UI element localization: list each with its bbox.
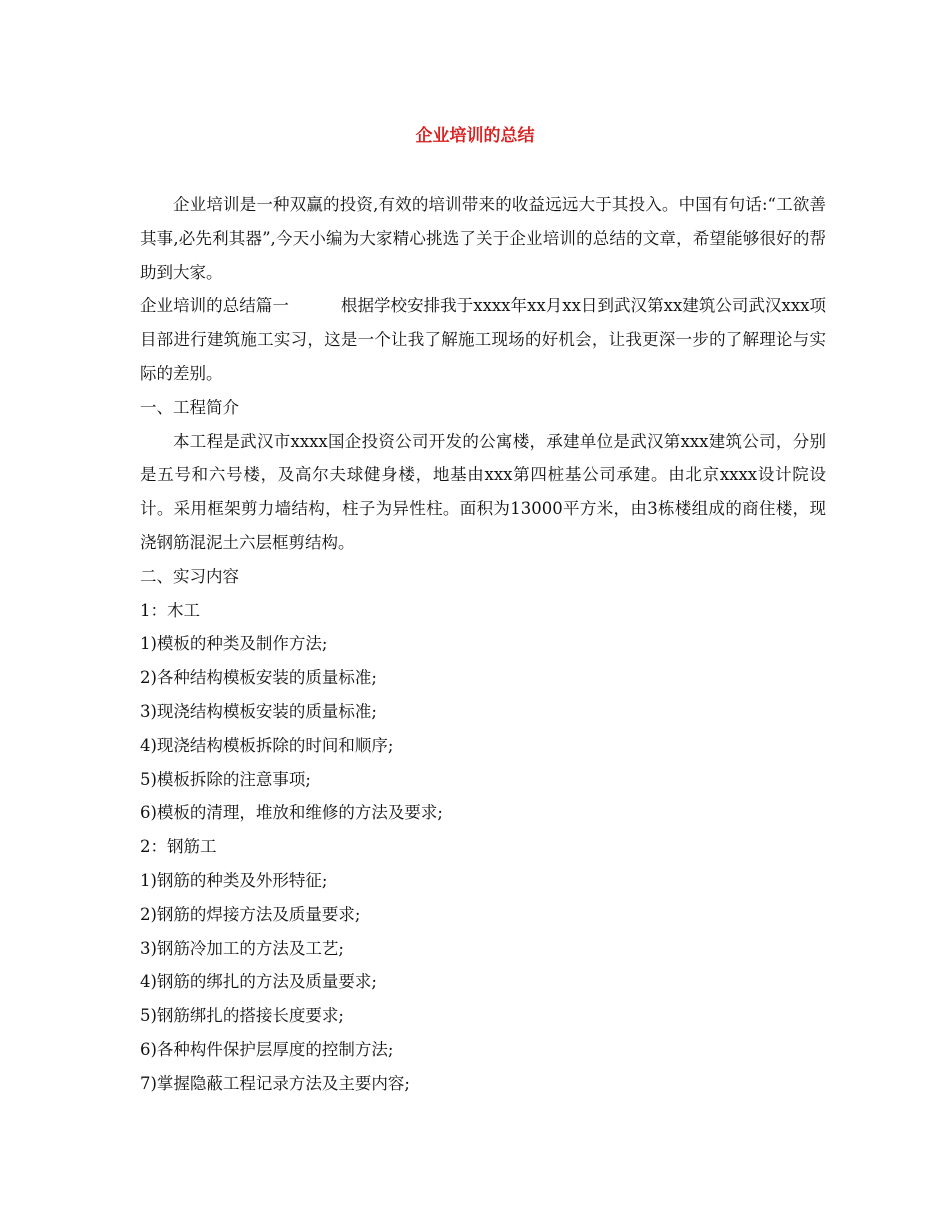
list-item: 1)钢筋的种类及外形特征;: [140, 870, 328, 890]
list-item: 2)各种结构模板安装的质量标准;: [140, 668, 377, 688]
list-item: 2)钢筋的焊接方法及质量要求;: [140, 904, 361, 924]
part-paragraph: [140, 289, 826, 390]
part-heading: 企业培训的总结篇一: [140, 296, 289, 316]
intro-paragraph: 企业培训是一种双赢的投资,有效的培训带来的收益远远大于其投入。中国有句话:“工欲善其事,必先利其器”,今天小编为大家精心挑选了关于企业培训的总结的文章，希望能够很好的帮助到大家。: [140, 195, 826, 282]
part-text: 根据学校安排我于xxxx年xx月xx日到武汉第xx建筑公司武汉xxx项目部进行建筑施工实习，这是一个让我了解施工现场的好机会，让我更深一步的了解理论与实际的差别。: [140, 296, 826, 383]
list-item: 4)钢筋的绑扎的方法及质量要求;: [140, 972, 377, 992]
list-item: 3)钢筋冷加工的方法及工艺;: [140, 938, 344, 958]
section-heading-2: 二、实习内容: [140, 566, 239, 586]
list-item: 1)模板的种类及制作方法;: [140, 634, 328, 654]
list-item: 3)现浇结构模板安装的质量标准;: [140, 701, 377, 721]
subsection-heading-1: 1：木工: [140, 600, 200, 620]
list-item: 6)各种构件保护层厚度的控制方法;: [140, 1039, 394, 1059]
subsection-heading-2: 2：钢筋工: [140, 837, 217, 857]
section-heading-1: 一、工程简介: [140, 397, 239, 417]
section-paragraph-1: 本工程是武汉市xxxx国企投资公司开发的公寓楼，承建单位是武汉第xxx建筑公司，分别是五号和六号楼，及高尔夫球健身楼，地基由xxx第四桩基公司承建。由北京xxxx设计院设计。采用框架剪力墙结构，柱子为异性柱。面积为13000平方米，由3栋楼组成的商住楼，现浇钢筋混泥土六层框剪结构。: [140, 431, 826, 552]
list-item: 5)模板拆除的注意事项;: [140, 769, 311, 789]
list-item: 5)钢筋绑扎的搭接长度要求;: [140, 1006, 344, 1026]
list-item: 6)模板的清理，堆放和维修的方法及要求;: [140, 803, 443, 823]
document-title: 企业培训的总结: [415, 126, 535, 146]
list-item: 7)掌握隐蔽工程记录方法及主要内容;: [140, 1073, 410, 1093]
list-item: 4)现浇结构模板拆除的时间和顺序;: [140, 735, 394, 755]
document-body: [140, 188, 826, 1101]
